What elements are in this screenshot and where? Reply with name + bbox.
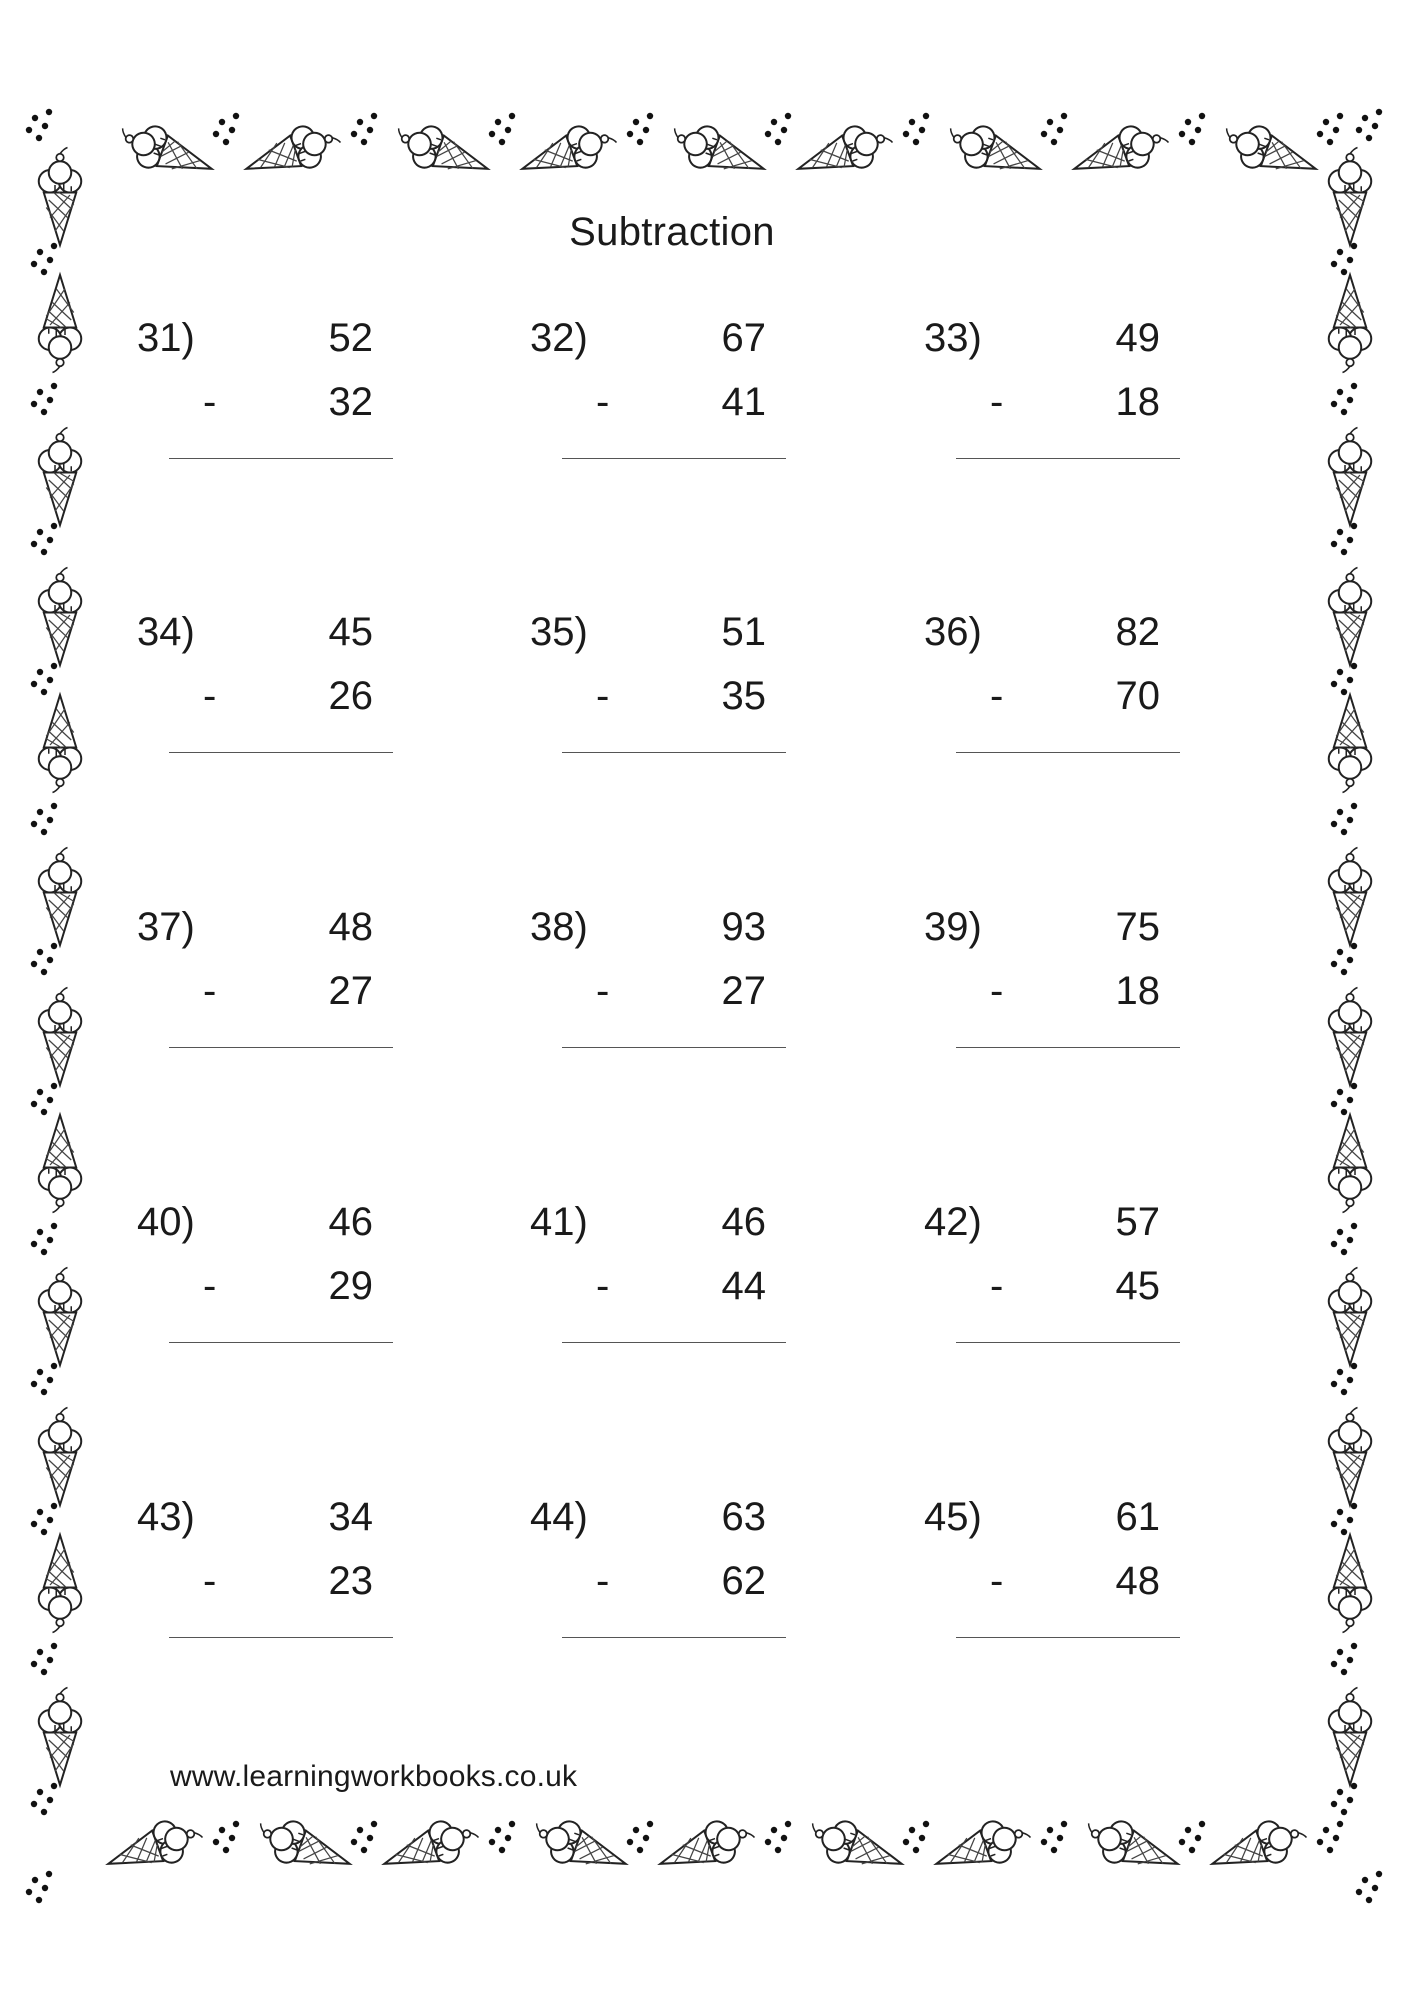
minuend: 49 — [1115, 316, 1160, 360]
minus-sign: - — [203, 380, 217, 424]
minuend: 46 — [328, 1200, 373, 1244]
minus-sign: - — [596, 380, 610, 424]
minus-sign: - — [203, 1264, 217, 1308]
minus-sign: - — [596, 1559, 610, 1603]
problem-40 — [137, 1200, 397, 1370]
page-title: Subtraction — [569, 210, 775, 254]
answer-line[interactable] — [956, 1342, 1180, 1343]
minus-sign: - — [990, 1559, 1004, 1603]
answer-line[interactable] — [956, 752, 1180, 753]
problem-number: 39) — [924, 905, 982, 949]
subtrahend: 29 — [328, 1264, 373, 1308]
answer-line[interactable] — [169, 1637, 393, 1638]
minus-sign: - — [990, 380, 1004, 424]
answer-line[interactable] — [562, 1342, 786, 1343]
minuend: 63 — [721, 1495, 766, 1539]
answer-line[interactable] — [169, 752, 393, 753]
answer-line[interactable] — [562, 1047, 786, 1048]
minuend: 45 — [328, 610, 373, 654]
subtrahend: 18 — [1115, 969, 1160, 1013]
subtrahend: 45 — [1115, 1264, 1160, 1308]
problem-37 — [137, 905, 397, 1075]
subtrahend: 27 — [721, 969, 766, 1013]
minuend: 34 — [328, 1495, 373, 1539]
answer-line[interactable] — [169, 1047, 393, 1048]
website-footer: www.learningworkbooks.co.uk — [170, 1760, 578, 1793]
minuend: 46 — [721, 1200, 766, 1244]
answer-line[interactable] — [956, 1047, 1180, 1048]
problem-39 — [924, 905, 1184, 1075]
minuend: 82 — [1115, 610, 1160, 654]
minus-sign: - — [596, 969, 610, 1013]
problem-number: 41) — [530, 1200, 588, 1244]
problem-number: 37) — [137, 905, 195, 949]
subtrahend: 18 — [1115, 380, 1160, 424]
subtrahend: 32 — [328, 380, 373, 424]
problem-number: 40) — [137, 1200, 195, 1244]
subtrahend: 44 — [721, 1264, 766, 1308]
subtrahend: 48 — [1115, 1559, 1160, 1603]
subtrahend: 23 — [328, 1559, 373, 1603]
problem-33 — [924, 316, 1184, 486]
minus-sign: - — [990, 969, 1004, 1013]
subtrahend: 27 — [328, 969, 373, 1013]
problem-31 — [137, 316, 397, 486]
problem-number: 33) — [924, 316, 982, 360]
problem-32 — [530, 316, 790, 486]
subtrahend: 26 — [328, 674, 373, 718]
problem-number: 34) — [137, 610, 195, 654]
minuend: 75 — [1115, 905, 1160, 949]
answer-line[interactable] — [562, 458, 786, 459]
minuend: 93 — [721, 905, 766, 949]
minuend: 52 — [328, 316, 373, 360]
problem-number: 38) — [530, 905, 588, 949]
problem-number: 45) — [924, 1495, 982, 1539]
minus-sign: - — [990, 674, 1004, 718]
problem-35 — [530, 610, 790, 780]
minuend: 57 — [1115, 1200, 1160, 1244]
problem-44 — [530, 1495, 790, 1665]
problem-number: 43) — [137, 1495, 195, 1539]
minuend: 48 — [328, 905, 373, 949]
answer-line[interactable] — [956, 458, 1180, 459]
minuend: 51 — [721, 610, 766, 654]
minus-sign: - — [203, 674, 217, 718]
problem-number: 35) — [530, 610, 588, 654]
problem-42 — [924, 1200, 1184, 1370]
answer-line[interactable] — [169, 458, 393, 459]
subtrahend: 35 — [721, 674, 766, 718]
problem-36 — [924, 610, 1184, 780]
answer-line[interactable] — [562, 1637, 786, 1638]
minuend: 67 — [721, 316, 766, 360]
problem-number: 31) — [137, 316, 195, 360]
problem-number: 42) — [924, 1200, 982, 1244]
problem-number: 36) — [924, 610, 982, 654]
answer-line[interactable] — [956, 1637, 1180, 1638]
problem-number: 32) — [530, 316, 588, 360]
minuend: 61 — [1115, 1495, 1160, 1539]
problem-38 — [530, 905, 790, 1075]
subtrahend: 41 — [721, 380, 766, 424]
problem-34 — [137, 610, 397, 780]
minus-sign: - — [203, 969, 217, 1013]
minus-sign: - — [990, 1264, 1004, 1308]
minus-sign: - — [596, 674, 610, 718]
subtrahend: 70 — [1115, 674, 1160, 718]
problem-45 — [924, 1495, 1184, 1665]
minus-sign: - — [596, 1264, 610, 1308]
problem-43 — [137, 1495, 397, 1665]
problem-number: 44) — [530, 1495, 588, 1539]
minus-sign: - — [203, 1559, 217, 1603]
answer-line[interactable] — [169, 1342, 393, 1343]
problem-41 — [530, 1200, 790, 1370]
answer-line[interactable] — [562, 752, 786, 753]
subtrahend: 62 — [721, 1559, 766, 1603]
